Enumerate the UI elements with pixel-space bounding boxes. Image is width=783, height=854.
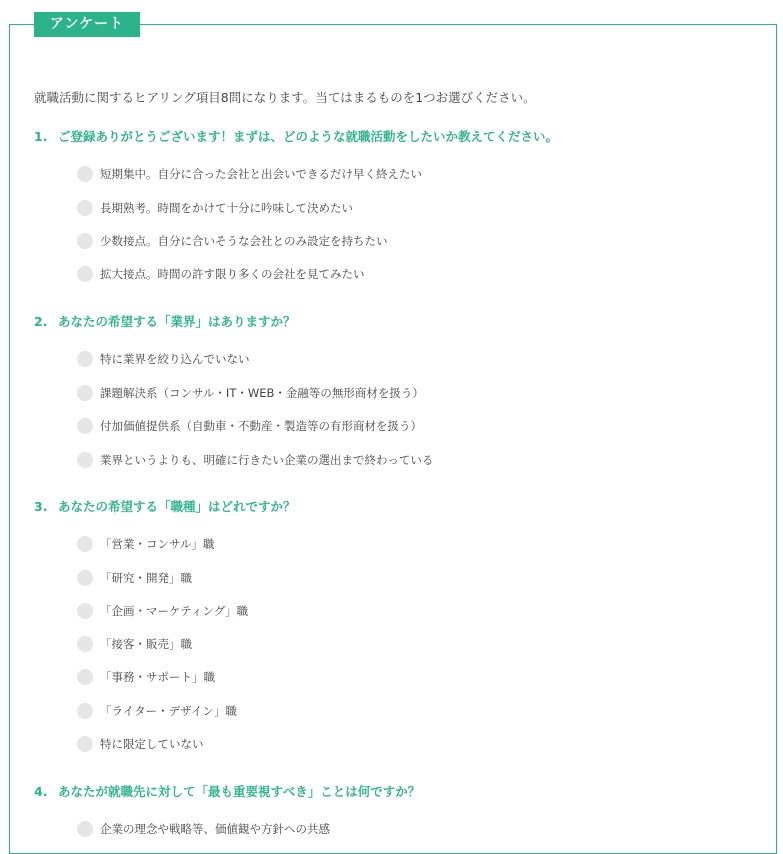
question-text: あなたが就職先に対して「最も重要視すべき」ことは何ですか？ (58, 784, 421, 799)
option-label: 「接客・販売」職 (100, 637, 192, 651)
radio-button[interactable] (77, 418, 93, 434)
option-label: 特に限定していない (100, 737, 204, 751)
question-text: ご登録ありがとうございます！まずは、どのような就職活動をしたいか教えてください。 (58, 129, 559, 144)
q3-option-4[interactable] (77, 635, 192, 653)
q1-option-1[interactable] (77, 165, 422, 183)
option-label: 拡大接点。時間の許す限り多くの会社を見てみたい (100, 267, 365, 281)
option-label: 付加価値提供系（自動車・不動産・製造等の有形商材を扱う） (100, 419, 422, 433)
radio-button[interactable] (77, 200, 93, 216)
q2-option-4[interactable] (77, 451, 433, 469)
q3-option-2[interactable] (77, 569, 192, 587)
option-label: 長期熟考。時間をかけて十分に吟味して決めたい (100, 201, 353, 215)
radio-button[interactable] (77, 736, 93, 752)
radio-button[interactable] (77, 452, 93, 468)
q1-option-3[interactable] (77, 232, 388, 250)
option-label: 「企画・マーケティング」職 (100, 604, 249, 618)
radio-button[interactable] (77, 385, 93, 401)
question-number: 4. (34, 784, 48, 799)
q3-option-6[interactable] (77, 702, 237, 720)
option-label: 課題解決系（コンサル・IT・WEB・金融等の無形商材を扱う） (100, 386, 424, 400)
option-label: 短期集中。自分に合った会社と出会いできるだけ早く終えたい (100, 167, 422, 181)
radio-button[interactable] (77, 536, 93, 552)
radio-button[interactable] (77, 636, 93, 652)
q3-option-7[interactable] (77, 735, 204, 753)
option-label: 業界というよりも、明確に行きたい企業の選出まで終わっている (100, 453, 434, 467)
q4-option-1[interactable] (77, 820, 330, 838)
question-text: あなたの希望する「職種」はどれですか？ (58, 499, 296, 514)
radio-button[interactable] (77, 669, 93, 685)
question-3 (34, 497, 296, 515)
radio-button[interactable] (77, 570, 93, 586)
radio-button[interactable] (77, 233, 93, 249)
option-label: 「ライター・デザイン」職 (100, 704, 237, 718)
radio-button[interactable] (77, 603, 93, 619)
q1-option-4[interactable] (77, 265, 365, 283)
question-1 (34, 127, 558, 145)
q3-option-5[interactable] (77, 668, 215, 686)
question-number: 3. (34, 499, 48, 514)
survey-intro: 就職活動に関するヒアリング項目8問になります。当てはまるものを1つお選びください。 (34, 90, 536, 105)
question-number: 1. (34, 129, 48, 144)
radio-button[interactable] (77, 703, 93, 719)
q1-option-2[interactable] (77, 199, 353, 217)
radio-button[interactable] (77, 351, 93, 367)
survey-title-tab: アンケート (34, 12, 140, 37)
question-text: あなたの希望する「業界」はありますか？ (58, 314, 296, 329)
survey-panel (9, 24, 777, 854)
option-label: 少数接点。自分に合いそうな会社とのみ設定を持ちたい (100, 234, 388, 248)
option-label: 「営業・コンサル」職 (100, 537, 215, 551)
option-label: 特に業界を絞り込んでいない (100, 352, 250, 366)
question-2 (34, 312, 296, 330)
q3-option-3[interactable] (77, 602, 248, 620)
option-label: 「事務・サポート」職 (100, 670, 215, 684)
option-label: 企業の理念や戦略等、価値観や方針への共感 (100, 822, 330, 836)
q2-option-1[interactable] (77, 350, 250, 368)
q2-option-2[interactable] (77, 384, 424, 402)
question-number: 2. (34, 314, 48, 329)
q3-option-1[interactable] (77, 535, 214, 553)
radio-button[interactable] (77, 166, 93, 182)
q2-option-3[interactable] (77, 417, 422, 435)
radio-button[interactable] (77, 266, 93, 282)
option-label: 「研究・開発」職 (100, 571, 192, 585)
question-4 (34, 782, 420, 800)
